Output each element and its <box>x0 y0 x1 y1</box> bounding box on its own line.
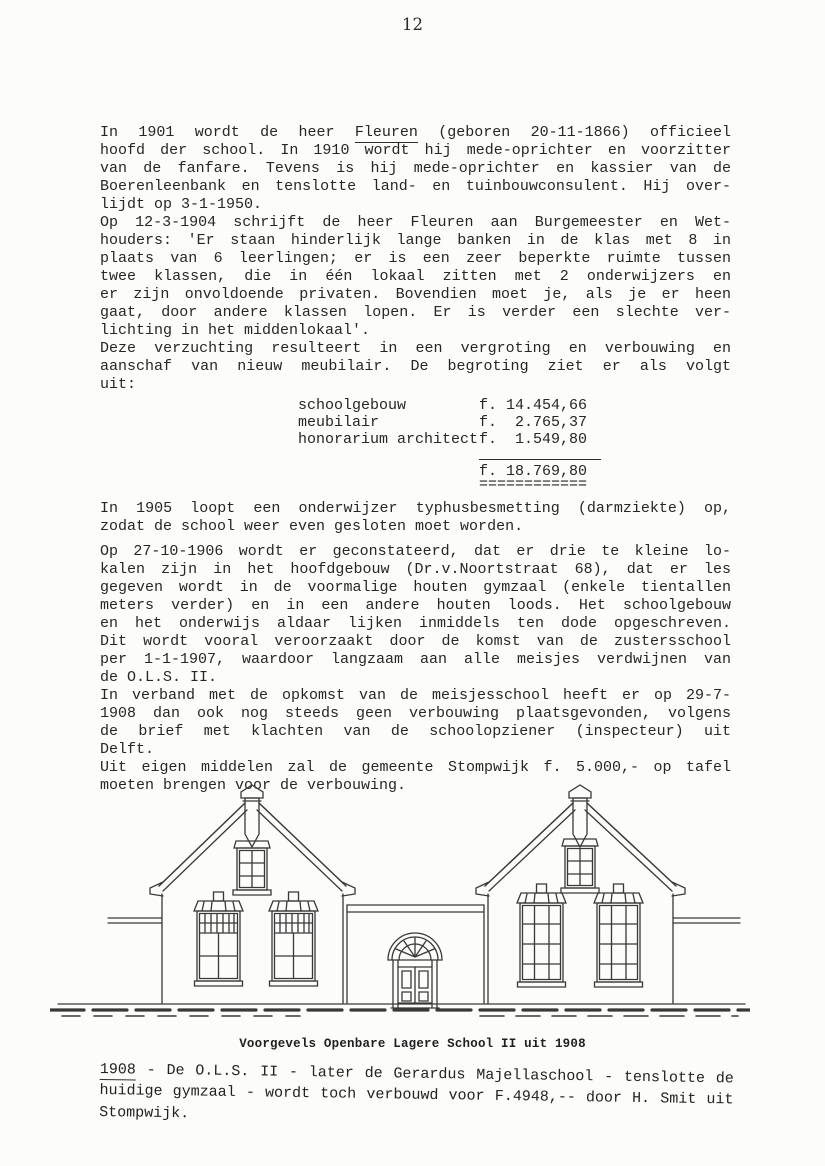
paragraph-begroting <box>100 340 731 394</box>
text-line: Op 27-10-1906 wordt er geconstateerd, dat er drie te kleine lo- <box>100 543 731 560</box>
text-line: Stompwijk. <box>99 1103 190 1123</box>
budget-label: honorarium architect <box>298 431 479 448</box>
sum-rule <box>479 459 601 460</box>
text-line: Delft. <box>100 741 155 758</box>
text-segment: In 1901 wordt de heer <box>100 124 355 141</box>
underlined-year: 1908 <box>99 1060 136 1079</box>
budget-total-underline: ============ <box>479 476 588 493</box>
text-line <box>100 124 731 142</box>
figure-caption: Voorgevels Openbare Lagere School II uit 1908 <box>239 1037 586 1051</box>
text-line: uit: <box>100 376 137 393</box>
budget-amount: f. 14.454,66 <box>479 397 588 414</box>
text-line: Deze verzuchting resulteert in een vergroting en verbouwing en <box>100 340 731 357</box>
text-line: per 1-1-1907, waardoor langzaam aan alle meisjes verdwijnen van <box>100 651 731 668</box>
budget-row <box>298 397 618 414</box>
paragraph-verbouwing-1908 <box>99 1059 734 1133</box>
text-lines <box>100 142 731 214</box>
budget-total: f. 18.769,80 <box>479 463 588 480</box>
text-line: en het onderwijs aldaar lijken inmiddels ten dode opgeschreven. <box>100 615 731 632</box>
text-line: Uit eigen middelen zal de gemeente Stompwijk f. 5.000,- op tafel <box>100 759 731 776</box>
text-line: Dit wordt vooral veroorzaakt door de komst van de zustersschool <box>100 633 731 650</box>
paragraph-inspectie-1906 <box>100 543 731 687</box>
text-line: gaat, door andere klassen lopen. Er is verder een slechte ver- <box>100 304 731 321</box>
text-line: Boerenleenbank en tenslotte land- en tuinbouwconsulent. Hij over- <box>100 178 731 195</box>
ground-line <box>50 1004 750 1016</box>
side-wall-lines <box>108 918 740 923</box>
budget-table <box>298 397 618 493</box>
text-line: plaats van 6 leerlingen; er is een zeer beperkte ruimte tussen <box>100 250 731 267</box>
text-line: 1908 dan ook nog steeds geen verbouwing plaatsgevonden, volgens <box>100 705 731 722</box>
paragraph-typhus-1905 <box>100 500 731 536</box>
text-line: In verband met de opkomst van de meisjesschool heeft er op 29-7- <box>100 687 731 704</box>
text-line: de O.L.S. II. <box>100 669 218 686</box>
left-facade <box>150 785 355 1003</box>
text-line: kalen zijn in het hoofdgebouw (Dr.v.Noortstraat 68), dat er les <box>100 561 731 578</box>
text-segment: (geboren 20-11-1866) officieel <box>417 124 731 141</box>
budget-label: meubilair <box>298 414 380 431</box>
text-line: Op 12-3-1904 schrijft de heer Fleuren aan Burgemeester en Wet- <box>100 214 731 231</box>
text-line: hoofd der school. In 1910 wordt hij mede-oprichter en voorzitter <box>100 142 731 159</box>
budget-row <box>298 431 618 448</box>
budget-label: schoolgebouw <box>298 397 407 414</box>
text-line: de brief met klachten van de schoolopziener (inspecteur) uit <box>100 723 731 740</box>
budget-amount: f. 1.549,80 <box>479 431 588 448</box>
entrance-section <box>347 905 484 1008</box>
budget-row <box>298 414 618 431</box>
underlined-text: Fleuren <box>354 124 418 141</box>
paragraph-meisjesschool <box>100 687 731 759</box>
budget-amount: f. 2.765,37 <box>479 414 588 431</box>
arched-door <box>388 933 442 1008</box>
text-line: aanschaf van nieuw meubilair. De begroting ziet er als volgt <box>100 358 731 375</box>
body-text-block <box>100 124 731 795</box>
text-line: meters verder) en in een andere houten loods. Het schoolgebouw <box>100 597 731 614</box>
text-line: lijdt op 3-1-1950. <box>100 196 263 213</box>
text-line: van de fanfare. Tevens is hij mede-oprichter en kassier van de <box>100 160 731 177</box>
text-line: huidige gymzaal - wordt toch verbouwd voor F.4948,-- door H. Smit uit <box>99 1082 734 1109</box>
right-facade <box>476 785 685 1003</box>
text-line: lichting in het middenlokaal'. <box>100 322 371 339</box>
paragraph-fleuren-1901 <box>100 124 731 214</box>
text-line: twee klassen, die in één lokaal zitten met 2 onderwijzers en <box>100 268 731 285</box>
building-figure <box>50 782 750 1034</box>
text-segment: - De O.L.S. II - later de Gerardus Majellaschool - tenslotte de <box>135 1061 734 1088</box>
text-line: houders: 'Er staan hinderlijk lange banken in de klas met 8 in <box>100 232 731 249</box>
text-line: zodat de school weer even gesloten moet worden. <box>100 518 524 535</box>
text-line: moeten brengen voor de verbouwing. <box>100 777 407 794</box>
school-facades-drawing <box>50 782 750 1034</box>
paragraph-klacht-1904 <box>100 214 731 340</box>
text-line: er zijn onvoldoende privaten. Bovendien moet je, als je er heen <box>100 286 731 303</box>
page-number: 12 <box>402 15 423 34</box>
text-line: In 1905 loopt een onderwijzer typhusbesmetting (darmziekte) op, <box>100 500 731 517</box>
text-line: gegeven wordt in de voormalige houten gymzaal (enkele tientallen <box>100 579 731 596</box>
text-lines <box>99 1080 734 1132</box>
